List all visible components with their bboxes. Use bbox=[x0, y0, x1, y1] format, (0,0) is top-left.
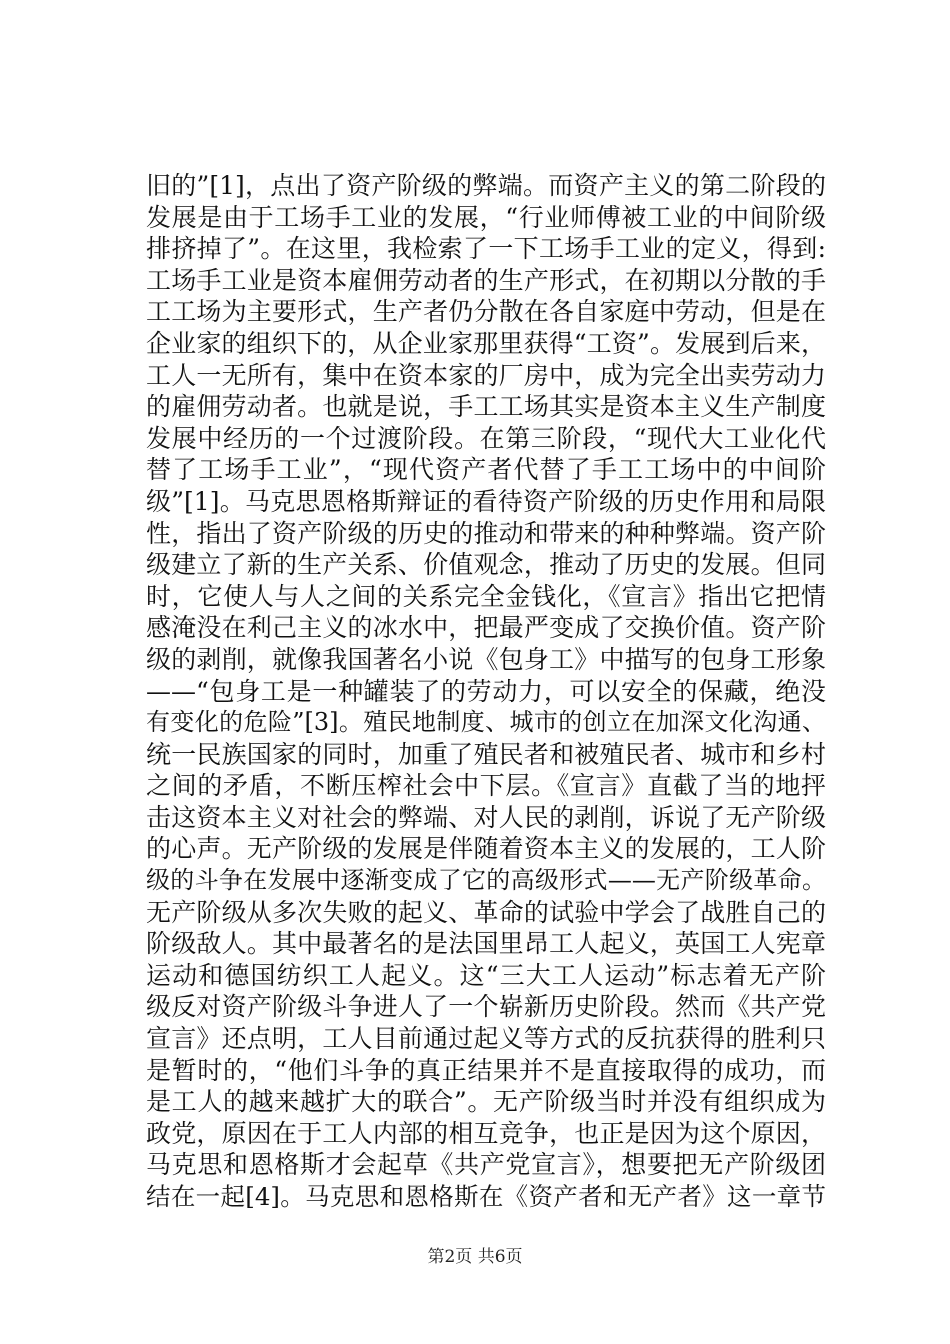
text-line: 级”[1]。马克思恩格斯辩证的看待资产阶级的历史作用和局限 bbox=[146, 486, 826, 516]
text-line: 级的剥削，就像我国著名小说《包身工》中描写的包身工形象 bbox=[146, 644, 826, 674]
text-line: 阶级敌人。其中最著名的是法国里昂工人起义，英国工人宪章 bbox=[146, 929, 826, 959]
text-line: 发展是由于工场手工业的发展，“行业师傅被工业的中间阶级 bbox=[146, 202, 826, 232]
text-line: 替了工场手工业”，“现代资产者代替了手工工场中的中间阶 bbox=[146, 455, 826, 485]
text-line: 结在一起[4]。马克思和恩格斯在《资产者和无产者》这一章节 bbox=[146, 1182, 826, 1211]
text-line: 马克思和恩格斯才会起草《共产党宣言》，想要把无产阶级团 bbox=[146, 1150, 826, 1180]
text-line: 工工场为主要形式，生产者仍分散在各自家庭中劳动，但是在 bbox=[146, 297, 826, 327]
text-line: 级建立了新的生产关系、价值观念，推动了历史的发展。但同 bbox=[146, 550, 826, 580]
text-line: 是工人的越来越扩大的联合”。无产阶级当时并没有组织成为 bbox=[146, 1087, 826, 1117]
text-line: 运动和德国纺织工人起义。这“三大工人运动”标志着无产阶 bbox=[146, 960, 826, 990]
text-line: 宣言》还点明，工人目前通过起义等方式的反抗获得的胜利只 bbox=[146, 1024, 826, 1054]
text-line: 性，指出了资产阶级的历史的推动和带来的种种弊端。资产阶 bbox=[146, 518, 826, 548]
text-line: 旧的”[1]，点出了资产阶级的弊端。而资产主义的第二阶段的 bbox=[146, 171, 826, 200]
page-footer: 第2页 共6页 bbox=[427, 1247, 523, 1267]
text-line: 感淹没在利己主义的冰水中，把最严变成了交换价值。资产阶 bbox=[146, 613, 826, 643]
text-line: 时，它使人与人之间的关系完全金钱化，《宣言》指出它把情 bbox=[146, 581, 826, 611]
text-line: 之间的矛盾，不断压榨社会中下层。《宣言》直截了当的地抨 bbox=[146, 771, 826, 801]
text-line: 政党，原因在于工人内部的相互竞争，也正是因为这个原因， bbox=[146, 1118, 826, 1148]
text-line: 级反对资产阶级斗争进人了一个崭新历史阶段。然而《共产党 bbox=[146, 992, 826, 1022]
text-line: 统一民族国家的同时，加重了殖民者和被殖民者、城市和乡村 bbox=[146, 739, 826, 769]
text-line: 是暂时的，“他们斗争的真正结果并不是直接取得的成功，而 bbox=[146, 1055, 826, 1085]
text-line: 级的斗争在发展中逐渐变成了它的高级形式——无产阶级革命。 bbox=[146, 866, 826, 895]
text-line: 无产阶级从多次失败的起义、革命的试验中学会了战胜自己的 bbox=[146, 897, 826, 927]
text-line: 发展中经历的一个过渡阶段。在第三阶段，“现代大工业化代 bbox=[146, 423, 826, 453]
text-line: 有变化的危险”[3]。殖民地制度、城市的创立在加深文化沟通、 bbox=[146, 708, 826, 737]
text-line: 击这资本主义对社会的弊端、对人民的剥削，诉说了无产阶级 bbox=[146, 802, 826, 832]
text-line: 工人一无所有，集中在资本家的厂房中，成为完全出卖劳动力 bbox=[146, 360, 826, 390]
text-line: 的心声。无产阶级的发展是伴随着资本主义的发展的，工人阶 bbox=[146, 834, 826, 864]
text-line: 排挤掉了”。在这里，我检索了一下工场手工业的定义，得到: bbox=[146, 234, 826, 264]
text-line: 工场手工业是资本雇佣劳动者的生产形式，在初期以分散的手 bbox=[146, 265, 826, 295]
text-line: ——“包身工是一种罐装了的劳动力，可以安全的保藏，绝没 bbox=[146, 676, 826, 706]
body-text bbox=[146, 170, 826, 1213]
text-line: 企业家的组织下的，从企业家那里获得“工资”。发展到后来， bbox=[146, 328, 826, 358]
text-line: 的雇佣劳动者。也就是说，手工工场其实是资本主义生产制度 bbox=[146, 392, 826, 422]
